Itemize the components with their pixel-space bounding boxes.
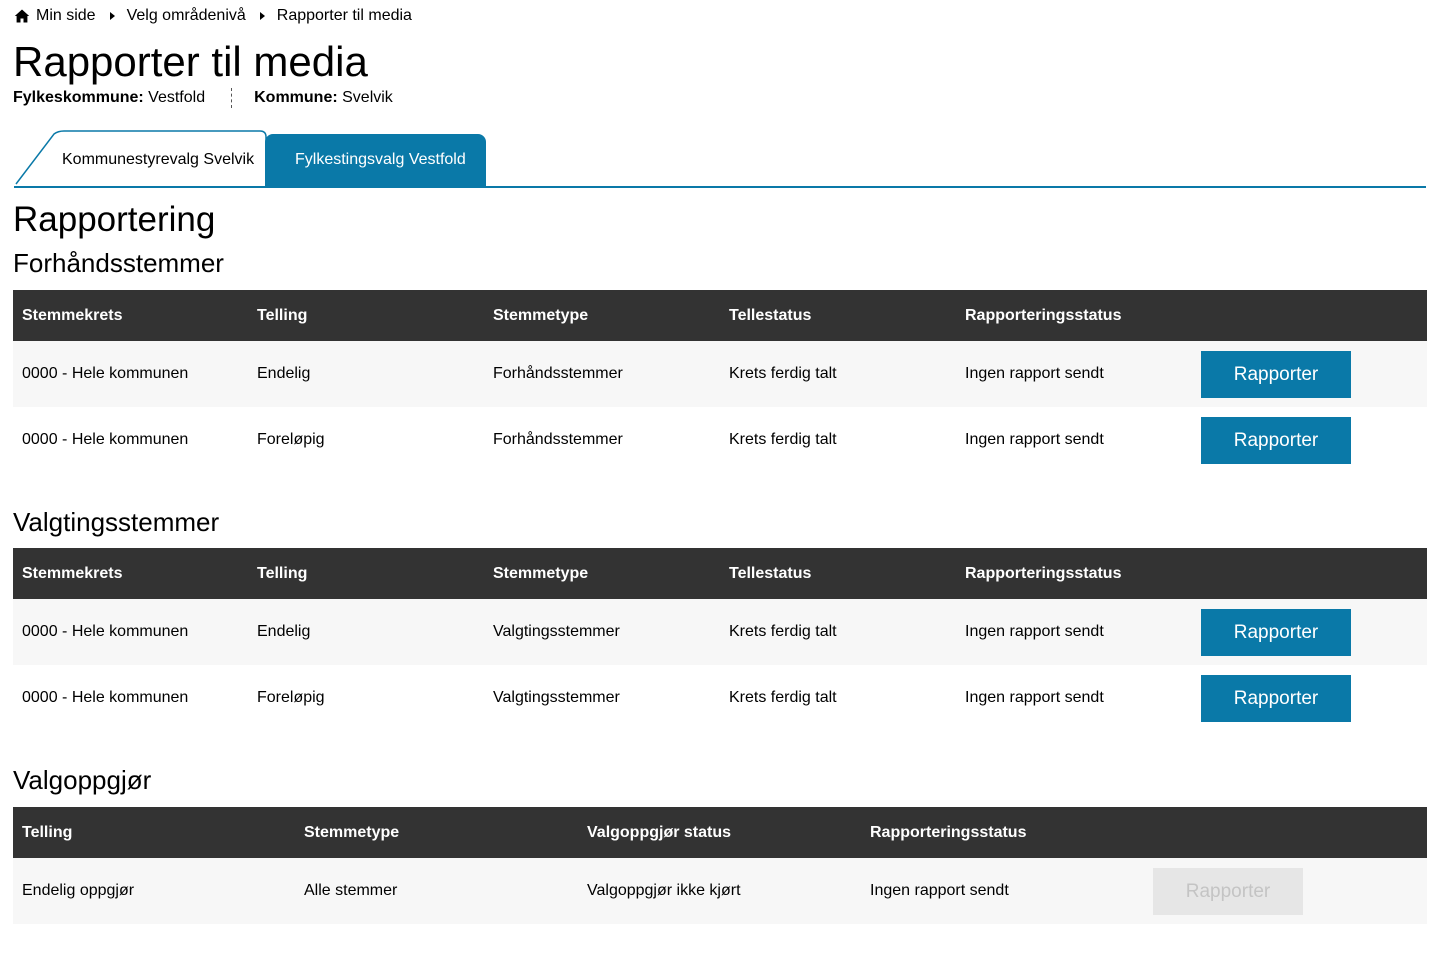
- column-header: Rapporteringsstatus: [861, 807, 1144, 858]
- table-row: [13, 665, 1427, 731]
- fylkeskommune-label: Fylkeskommune:: [13, 89, 144, 106]
- column-header-actions: [1192, 290, 1427, 341]
- cell-rapporteringsstatus: Ingen rapport sendt: [956, 341, 1192, 407]
- column-header: Stemmetype: [484, 548, 720, 599]
- table-header-row: [13, 548, 1427, 599]
- breadcrumb: [14, 6, 412, 26]
- cell-valgoppgjor-status: Valgoppgjør ikke kjørt: [578, 858, 861, 924]
- section-title-forhandsstemmer: Forhåndsstemmer: [13, 248, 224, 278]
- column-header: Tellestatus: [720, 290, 956, 341]
- breadcrumb-separator-icon: [260, 12, 265, 20]
- section-title-rapportering: Rapportering: [13, 200, 216, 239]
- rapporter-button[interactable]: Rapporter: [1201, 609, 1351, 656]
- cell-rapporteringsstatus: Ingen rapport sendt: [956, 407, 1192, 473]
- cell-action: [1192, 665, 1427, 731]
- forhandsstemmer-table: [13, 290, 1427, 473]
- rapporter-button-disabled: Rapporter: [1153, 868, 1303, 915]
- cell-stemmekrets: 0000 - Hele kommunen: [13, 407, 248, 473]
- column-header-actions: [1192, 548, 1427, 599]
- table-row: [13, 341, 1427, 407]
- table-row: [13, 858, 1427, 924]
- tab-label: Kommunestyrevalg Svelvik: [62, 151, 255, 168]
- breadcrumb-item-home[interactable]: [14, 7, 96, 25]
- column-header: Stemmekrets: [13, 548, 248, 599]
- cell-rapporteringsstatus: Ingen rapport sendt: [861, 858, 1144, 924]
- breadcrumb-separator-icon: [110, 12, 115, 20]
- cell-telling: Endelig: [248, 341, 484, 407]
- cell-action: [1192, 341, 1427, 407]
- valgtingsstemmer-table: [13, 548, 1427, 731]
- breadcrumb-item-current: [277, 7, 412, 25]
- breadcrumb-label: Min side: [36, 7, 96, 24]
- column-header: Valgoppgjør status: [578, 807, 861, 858]
- cell-stemmekrets: 0000 - Hele kommunen: [13, 599, 248, 665]
- rapporter-button[interactable]: Rapporter: [1201, 675, 1351, 722]
- column-header-actions: [1144, 807, 1427, 858]
- table-row: [13, 599, 1427, 665]
- cell-stemmekrets: 0000 - Hele kommunen: [13, 665, 248, 731]
- tab-label: Fylkestingsvalg Vestfold: [295, 151, 466, 168]
- tab-fylkestingsvalg[interactable]: [265, 134, 486, 186]
- kommune-value: Svelvik: [342, 89, 393, 106]
- cell-rapporteringsstatus: Ingen rapport sendt: [956, 599, 1192, 665]
- column-header: Telling: [248, 548, 484, 599]
- section-title-valgtingsstemmer: Valgtingsstemmer: [13, 507, 220, 537]
- fylkeskommune-value: Vestfold: [148, 89, 206, 106]
- table-header-row: [13, 807, 1427, 858]
- cell-action: [1144, 858, 1427, 924]
- kommune-label: Kommune:: [254, 89, 338, 106]
- table-header-row: [13, 290, 1427, 341]
- cell-stemmetype: Valgtingsstemmer: [484, 665, 720, 731]
- column-header: Stemmetype: [484, 290, 720, 341]
- column-header: Stemmekrets: [13, 290, 248, 341]
- cell-tellestatus: Krets ferdig talt: [720, 665, 956, 731]
- cell-tellestatus: Krets ferdig talt: [720, 599, 956, 665]
- cell-rapporteringsstatus: Ingen rapport sendt: [956, 665, 1192, 731]
- breadcrumb-item-omradeniva[interactable]: [127, 7, 246, 25]
- cell-telling: Foreløpig: [248, 665, 484, 731]
- cell-stemmetype: Forhåndsstemmer: [484, 407, 720, 473]
- column-header: Stemmetype: [295, 807, 578, 858]
- column-header: Telling: [248, 290, 484, 341]
- table-row: [13, 407, 1427, 473]
- breadcrumb-label: Rapporter til media: [276, 7, 412, 24]
- page-title: Rapporter til media: [13, 38, 368, 85]
- column-header: Tellestatus: [720, 548, 956, 599]
- home-icon: [14, 8, 30, 24]
- column-header: Telling: [13, 807, 295, 858]
- divider: [231, 88, 232, 108]
- tab-kommunestyrevalg[interactable]: [14, 130, 267, 186]
- cell-tellestatus: Krets ferdig talt: [720, 341, 956, 407]
- valgoppgjor-table: [13, 807, 1427, 924]
- cell-telling: Foreløpig: [248, 407, 484, 473]
- column-header: Rapporteringsstatus: [956, 548, 1192, 599]
- cell-stemmetype: Forhåndsstemmer: [484, 341, 720, 407]
- cell-stemmekrets: 0000 - Hele kommunen: [13, 341, 248, 407]
- cell-telling: Endelig: [248, 599, 484, 665]
- rapporter-button[interactable]: Rapporter: [1201, 351, 1351, 398]
- cell-stemmetype: Alle stemmer: [295, 858, 578, 924]
- section-title-valgoppgjor: Valgoppgjør: [13, 765, 152, 795]
- cell-action: [1192, 599, 1427, 665]
- election-tabs: [14, 130, 1426, 188]
- cell-action: [1192, 407, 1427, 473]
- area-info: [13, 88, 393, 108]
- rapporter-button[interactable]: Rapporter: [1201, 417, 1351, 464]
- cell-tellestatus: Krets ferdig talt: [720, 407, 956, 473]
- column-header: Rapporteringsstatus: [956, 290, 1192, 341]
- breadcrumb-label: Velg områdenivå: [126, 7, 246, 24]
- cell-telling: Endelig oppgjør: [13, 858, 295, 924]
- cell-stemmetype: Valgtingsstemmer: [484, 599, 720, 665]
